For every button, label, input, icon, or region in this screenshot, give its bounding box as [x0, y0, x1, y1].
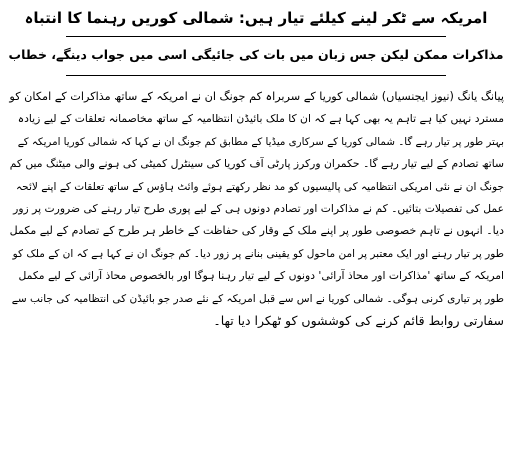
- body-line: دیا۔ انہوں نے تاہم خصوصی طور پر اپنے ملک کے وقار کی حفاظت کے خاطر ہر طرح کے تصادم کے لیے مکمل: [9, 224, 504, 238]
- body-line: امریکہ کے ساتھ 'مذاکرات اور محاذ آرائی' دونوں کے لیے تیار رہنا ہوگا اور بالخصوص محاذ آرائی کے لیے مکمل: [18, 269, 504, 283]
- body-line: مسترد نہیں کیا ہے تاہم یہ بھی کہا ہے کہ ان کا ملک بائیڈن انتظامیہ کے ساتھ مخاصمانہ تعلقات کے لیے زیادہ: [17, 112, 504, 126]
- body-line: جونگ ان نے نئی امریکی انتظامیہ کی پالیسیوں کو مد نظر رکھتے ہوئے وائٹ ہاؤس کے ساتھ تعلقات کے اپنے لائحہ: [16, 180, 504, 193]
- article-body: [8, 86, 504, 332]
- headline-divider-bottom: [66, 75, 446, 76]
- body-line: بہتر طور پر تیار رہے گا۔ شمالی کوریا کے سرکاری میڈیا کے مطابق کم جونگ ان نے کہا کہ شمالی کوریا امریکہ کے: [17, 135, 504, 148]
- headline: امریکہ سے ٹکر لینے کیلئے تیار ہیں: شمالی کوریں رہنما کا انتباہ: [24, 9, 488, 27]
- headline-divider-top: [66, 36, 446, 37]
- body-line: ساتھ تصادم کے لیے تیار رہے گا۔ حکمران ورکرز پارٹی آف کوریا کی سینٹرل کمیٹی کی ہونے والی میٹنگ میں کم: [9, 157, 504, 171]
- body-line: طور پر تیار رہنے اور ایک معتبر پر امن ماحول کو یقینی بنانے پر زور دیا۔ کم جونگ ان نے کہا ہے کہ ان کے ملک کو: [12, 247, 504, 260]
- body-line: سفارتی روابط قائم کرنے کی کوششوں کو ٹھکرا دیا تھا۔: [213, 312, 504, 328]
- body-line: عمل کی تفصیلات بتائیں۔ کم نے مذاکرات اور تصادم دونوں ہی کے لیے پوری طرح تیار رہنے کی ضرورت پر زور: [13, 201, 504, 215]
- subheadline: مذاکرات ممکن لیکن جس زبان میں بات کی جائیگی اسی میں جواب دینگے، خطاب: [8, 47, 504, 62]
- body-line: طور پر تیاری کرنی ہوگی۔ شمالی کوریا نے اس سے قبل امریکہ کے نئے صدر جو بائیڈن کی انتظامیہ کی جانب سے: [11, 292, 504, 305]
- body-line: پیانگ یانگ (نیوز ایجنسیاں) شمالی کوریا کے سربراہ کم جونگ ان نے امریکہ کے ساتھ مذاکرات کے امکان کو: [9, 90, 504, 103]
